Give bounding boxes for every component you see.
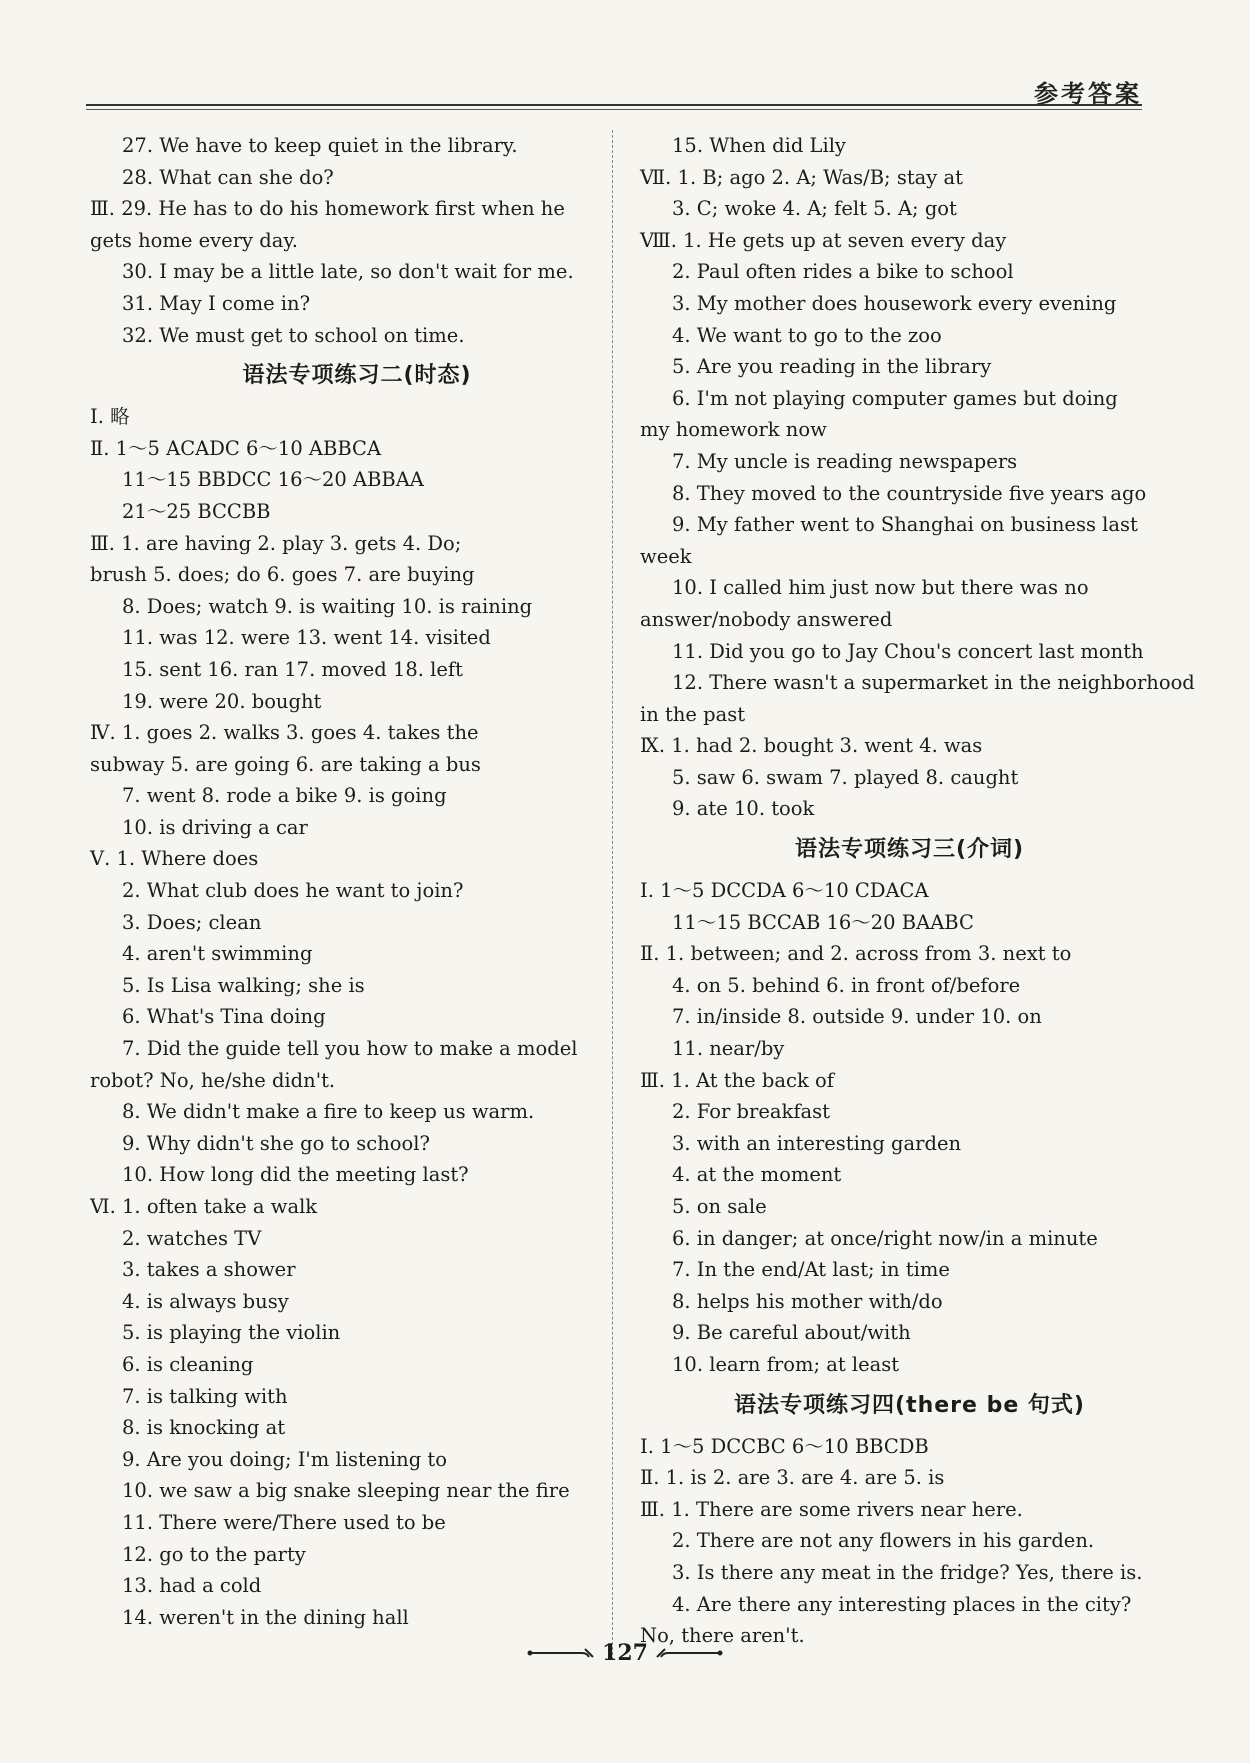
answer-line: 4. at the moment <box>672 1163 842 1187</box>
answer-line: Ⅱ. 1～5 ACADC 6～10 ABBCA <box>90 436 382 460</box>
answer-line: 13. had a cold <box>122 1574 262 1598</box>
section-heading: 语法专项练习二(时态) <box>242 363 472 389</box>
answer-line: 3. Does; clean <box>122 910 262 934</box>
answer-line: 8. is knocking at <box>122 1416 286 1440</box>
answer-line: 9. Be careful about/with <box>672 1321 911 1345</box>
section-heading: 语法专项练习三(介词) <box>794 837 1025 863</box>
answer-line: Ⅲ. 1. At the back of <box>640 1068 834 1092</box>
answer-line: 11～15 BBDCC 16～20 ABBAA <box>122 468 424 492</box>
answer-line: 2. Paul often rides a bike to school <box>672 260 1014 284</box>
answer-line: robot? No, he/she didn't. <box>90 1068 336 1092</box>
answer-line: 8. Does; watch 9. is waiting 10. is raining <box>122 594 533 618</box>
answer-line: Ⅴ. 1. Where does <box>90 847 259 871</box>
answer-line: Ⅰ. 1～5 DCCDA 6～10 CDACA <box>640 879 929 903</box>
answer-line: 9. Are you doing; I'm listening to <box>122 1447 447 1471</box>
header-rule-thin <box>86 109 1142 110</box>
answer-line: 31. May I come in? <box>122 291 311 315</box>
answer-line: 8. helps his mother with/do <box>672 1289 943 1313</box>
answer-line: Ⅵ. 1. often take a walk <box>90 1195 318 1218</box>
right-column <box>640 130 1195 1652</box>
answer-line: 11. was 12. were 13. went 14. visited <box>122 626 491 650</box>
answer-line: 2. What club does he want to join? <box>122 879 464 903</box>
answer-line: Ⅸ. 1. had 2. bought 3. went 4. was <box>640 734 983 758</box>
answer-line: 4. aren't swimming <box>122 942 313 966</box>
answer-line: subway 5. are going 6. are taking a bus <box>90 752 481 776</box>
answer-line: 8. They moved to the countryside five years ago <box>672 481 1147 505</box>
answer-line: 10. learn from; at least <box>672 1352 900 1376</box>
answer-line: Ⅲ. 1. There are some rivers near here. <box>640 1497 1023 1521</box>
answer-line: Ⅰ. 略 <box>90 405 130 429</box>
answer-line: 11. Did you go to Jay Chou's concert last month <box>672 639 1144 663</box>
answer-line: my homework now <box>640 418 827 442</box>
answer-line: Ⅱ. 1. between; and 2. across from 3. next to <box>640 942 1072 966</box>
answer-line: 7. Did the guide tell you how to make a model <box>122 1037 578 1061</box>
answer-line: 10. I called him just now but there was no <box>672 576 1089 600</box>
answer-line: 3. Is there any meat in the fridge? Yes, there is. <box>672 1560 1143 1584</box>
answer-line: 6. What's Tina doing <box>122 1005 326 1029</box>
answer-line: Ⅷ. 1. He gets up at seven every day <box>640 228 1007 252</box>
answer-line: 5. is playing the violin <box>122 1321 341 1345</box>
answer-line: 15. When did Lily <box>672 134 846 157</box>
footer-right-ornament-icon <box>653 1648 723 1658</box>
answer-line: 7. In the end/At last; in time <box>672 1258 950 1282</box>
answer-line: 10. is driving a car <box>122 815 308 839</box>
answer-line: 3. My mother does housework every evening <box>672 291 1117 315</box>
answer-line: 10. How long did the meeting last? <box>122 1163 469 1187</box>
answer-line: 4. Are there any interesting places in the city? <box>672 1592 1132 1616</box>
answer-line: 19. were 20. bought <box>122 689 322 713</box>
footer-left-ornament-icon <box>527 1648 597 1658</box>
answer-line: 14. weren't in the dining hall <box>122 1605 409 1629</box>
answer-line: 3. with an interesting garden <box>672 1131 962 1155</box>
answer-line: Ⅰ. 1～5 DCCBC 6～10 BBCDB <box>640 1434 929 1458</box>
answer-line: Ⅶ. 1. B; ago 2. A; Was/B; stay at <box>640 165 963 189</box>
answer-line: 3. takes a shower <box>122 1258 296 1282</box>
answer-line: 11. near/by <box>672 1037 785 1061</box>
answer-line: 7. is talking with <box>122 1384 288 1408</box>
answer-line: 2. There are not any flowers in his garden. <box>672 1529 1095 1553</box>
answer-line: brush 5. does; do 6. goes 7. are buying <box>90 563 475 587</box>
answer-line: 8. We didn't make a fire to keep us warm. <box>122 1100 535 1124</box>
answer-line: 5. on sale <box>672 1195 767 1218</box>
answer-line: in the past <box>640 702 746 726</box>
answer-line: 12. There wasn't a supermarket in the neighborhood <box>672 671 1195 695</box>
answer-line: 7. in/inside 8. outside 9. under 10. on <box>672 1005 1042 1029</box>
answer-line: Ⅱ. 1. is 2. are 3. are 4. are 5. is <box>640 1466 945 1490</box>
answer-line: 11～15 BCCAB 16～20 BAABC <box>672 910 974 934</box>
answer-line: 7. My uncle is reading newspapers <box>672 449 1018 473</box>
answer-line: 6. I'm not playing computer games but doing <box>672 386 1118 410</box>
answer-line: 11. There were/There used to be <box>122 1510 446 1534</box>
answer-line: Ⅲ. 1. are having 2. play 3. gets 4. Do; <box>90 531 462 555</box>
answer-line: 15. sent 16. ran 17. moved 18. left <box>122 657 463 681</box>
answer-line: 27. We have to keep quiet in the library. <box>122 134 518 157</box>
answer-line: 7. went 8. rode a bike 9. is going <box>122 784 447 808</box>
answer-line: 28. What can she do? <box>122 165 334 189</box>
answer-line: 6. is cleaning <box>122 1352 254 1376</box>
answer-line: Ⅲ. 29. He has to do his homework first when he <box>90 197 565 221</box>
answer-line: 9. Why didn't she go to school? <box>122 1131 430 1155</box>
answer-line: 5. Is Lisa walking; she is <box>122 973 365 997</box>
header-rule <box>86 104 1142 106</box>
answer-line: answer/nobody answered <box>640 607 893 631</box>
answer-line: 5. Are you reading in the library <box>672 355 992 379</box>
answer-line: 4. on 5. behind 6. in front of/before <box>672 973 1021 997</box>
answer-line: 3. C; woke 4. A; felt 5. A; got <box>672 197 957 221</box>
answer-line: 9. ate 10. took <box>672 797 815 821</box>
answer-line: 32. We must get to school on time. <box>122 323 465 347</box>
answer-line: Ⅳ. 1. goes 2. walks 3. goes 4. takes the <box>90 721 479 745</box>
answer-line: No, there aren't. <box>640 1624 805 1648</box>
column-divider <box>612 130 613 1660</box>
answer-line: week <box>640 544 692 568</box>
page-number: 127 <box>602 1640 648 1666</box>
answer-line: gets home every day. <box>90 228 298 252</box>
section-heading: 语法专项练习四(there be 句式) <box>734 1392 1085 1418</box>
answer-line: 2. For breakfast <box>672 1100 830 1124</box>
left-column <box>90 130 592 1633</box>
answer-line: 12. go to the party <box>122 1542 306 1566</box>
answer-line: 6. in danger; at once/right now/in a minute <box>672 1226 1098 1250</box>
answer-line: 2. watches TV <box>122 1226 262 1250</box>
answer-line: 30. I may be a little late, so don't wait for me. <box>122 260 574 284</box>
page-footer <box>0 1640 1250 1666</box>
page-header-title: 参考答案 <box>1034 79 1142 108</box>
answer-line: 10. we saw a big snake sleeping near the fire <box>122 1479 570 1503</box>
answer-line: 4. We want to go to the zoo <box>672 323 942 347</box>
answer-line: 4. is always busy <box>122 1289 289 1313</box>
answer-line: 9. My father went to Shanghai on business last <box>672 513 1138 537</box>
answer-line: 21～25 BCCBB <box>122 499 271 523</box>
answer-line: 5. saw 6. swam 7. played 8. caught <box>672 765 1019 789</box>
